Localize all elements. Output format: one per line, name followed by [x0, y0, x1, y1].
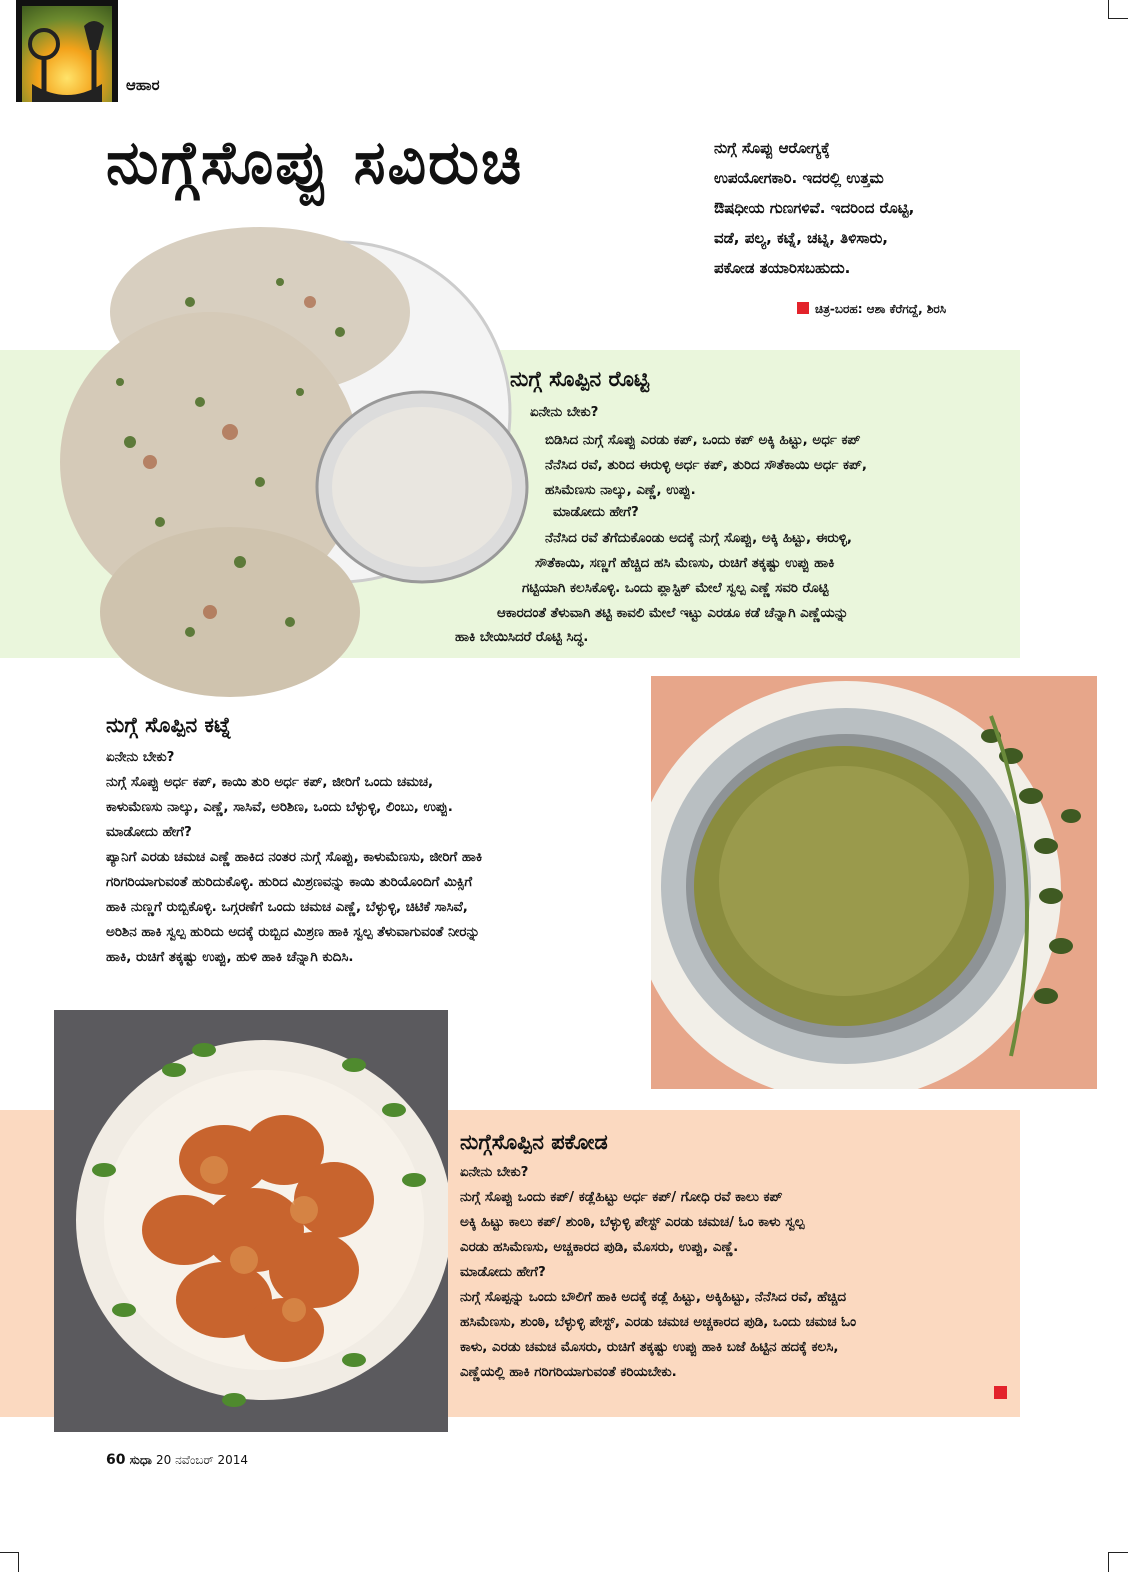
page-title: ನುಗ್ಗೆಸೊಪ್ಪು ಸವಿರುಚಿ	[106, 128, 524, 198]
ingredient-line: ಬಿಡಿಸಿದ ನುಗ್ಗೆ ಸೊಪ್ಪು ಎರಡು ಕಪ್, ಒಂದು ಕಪ್ ಅಕ್ಕಿ ಹಿಟ್ಟು, ಅರ್ಧ ಕಪ್	[545, 433, 861, 448]
recipe1-method-label: ಮಾಡೋದು ಹೇಗೆ?	[553, 505, 639, 520]
recipe3-title: ನುಗ್ಗೆಸೊಪ್ಪಿನ ಪಕೋಡ	[460, 1130, 608, 1154]
intro-text	[714, 133, 1034, 283]
ingredient-line: ನುಗ್ಗೆ ಸೊಪ್ಪು ಒಂದು ಕಪ್/ ಕಡ್ಲೆಹಿಟ್ಟು ಅರ್ಧ ಕಪ್/ ಗೋಧಿ ರವೆ ಕಾಲು ಕಪ್	[460, 1190, 783, 1205]
intro-line: ಔಷಧೀಯ ಗುಣಗಳಿವೆ. ಇದರಿಂದ ರೊಟ್ಟಿ,	[714, 199, 915, 217]
end-mark-square	[994, 1386, 1007, 1399]
recipe1-method-line: ಆಕಾರದಂತೆ ತೆಳುವಾಗಿ ತಟ್ಟಿ ಕಾವಲಿ ಮೇಲೆ ಇಟ್ಟು ಎರಡೂ ಕಡೆ ಚೆನ್ನಾಗಿ ಎಣ್ಣೆಯನ್ನು	[497, 606, 849, 621]
ingredient-line: ಹಸಿಮೆಣಸು ನಾಲ್ಕು, ಎಣ್ಣೆ, ಉಪ್ಪು.	[545, 483, 696, 498]
recipe1-need-label: ಏನೇನು ಬೇಕು?	[530, 405, 599, 420]
author-credit	[797, 302, 946, 317]
recipe1-method-line: ನೆನೆಸಿದ ರವೆ ತೆಗೆದುಕೊಂಡು ಅದಕ್ಕೆ ನುಗ್ಗೆ ಸೊಪ್ಪು, ಅಕ್ಕಿ ಹಿಟ್ಟು, ಈರುಳ್ಳಿ,	[545, 531, 852, 546]
kitchen-utensils-icon	[22, 6, 112, 102]
intro-line: ಪಕೋಡ ತಯಾರಿಸಬಹುದು.	[714, 259, 851, 277]
credit-text: ಚಿತ್ರ-ಬರಹ: ಆಶಾ ಕೆರೆಗದ್ದೆ, ಶಿರಸಿ	[815, 302, 947, 316]
recipe3-method-label: ಮಾಡೋದು ಹೇಗೆ?	[460, 1265, 546, 1280]
recipe2-body	[106, 745, 482, 970]
recipe1-method-line: ಗಟ್ಟಿಯಾಗಿ ಕಲಸಿಕೊಳ್ಳಿ. ಒಂದು ಪ್ಲಾಸ್ಟಿಕ್ ಮೇಲೆ ಸ್ವಲ್ಪ ಎಣ್ಣೆ ಸವರಿ ರೊಟ್ಟಿ	[522, 581, 829, 596]
method-line: ಎಣ್ಣೆಯಲ್ಲಿ ಹಾಕಿ ಗರಿಗರಿಯಾಗುವಂತೆ ಕರಿಯಬೇಕು.	[460, 1365, 677, 1380]
chutney-photo	[651, 676, 1097, 1089]
method-line: ಹಸಿಮೆಣಸು, ಶುಂಠಿ, ಬೆಳ್ಳುಳ್ಳಿ ಪೇಸ್ಟ್, ಎರಡು ಚಮಚ ಅಚ್ಚಕಾರದ ಪುಡಿ, ಒಂದು ಚಮಚ ಓಂ	[460, 1315, 857, 1330]
ingredient-line: ಎರಡು ಹಸಿಮೆಣಸು, ಅಚ್ಚಕಾರದ ಪುಡಿ, ಮೊಸರು, ಉಪ್ಪು, ಎಣ್ಣೆ.	[460, 1240, 739, 1255]
method-line: ಹಾಕಿ ನುಣ್ಣಗೆ ರುಬ್ಬಿಕೊಳ್ಳಿ. ಒಗ್ಗರಣೆಗೆ ಒಂದು ಚಮಚ ಎಣ್ಣೆ, ಬೆಳ್ಳುಳ್ಳಿ, ಚಿಟಿಕೆ ಸಾಸಿವೆ,	[106, 900, 468, 915]
method-line: ಪ್ಯಾನಿಗೆ ಎರಡು ಚಮಚ ಎಣ್ಣೆ ಹಾಕಿದ ನಂತರ ನುಗ್ಗೆ ಸೊಪ್ಪು, ಕಾಳುಮೆಣಸು, ಜೀರಿಗೆ ಹಾಕಿ	[106, 850, 483, 865]
intro-line: ನುಗ್ಗೆ ಸೊಪ್ಪು ಆರೋಗ್ಯಕ್ಕೆ	[714, 139, 830, 157]
red-square-icon	[797, 302, 809, 314]
recipe1-method-line: ಸೌತೆಕಾಯಿ, ಸಣ್ಣಗೆ ಹೆಚ್ಚಿದ ಹಸಿ ಮೆಣಸು, ರುಚಿಗೆ ತಕ್ಕಷ್ಟು ಉಪ್ಪು ಹಾಕಿ	[535, 556, 835, 571]
ingredient-line: ನೆನೆಸಿದ ರವೆ, ತುರಿದ ಈರುಳ್ಳಿ ಅರ್ಧ ಕಪ್, ತುರಿದ ಸೌತೆಕಾಯಿ ಅರ್ಧ ಕಪ್,	[545, 458, 867, 473]
pakoda-photo	[54, 1010, 448, 1432]
magazine-name: ಸುಧಾ	[129, 1453, 152, 1467]
method-line: ಅರಿಶಿನ ಹಾಕಿ ಸ್ವಲ್ಪ ಹುರಿದು ಅದಕ್ಕೆ ರುಬ್ಬಿದ ಮಿಶ್ರಣ ಹಾಕಿ ಸ್ವಲ್ಪ ತೆಳುವಾಗುವಂತೆ ನೀರನ್ನು	[106, 925, 480, 940]
crop-mark-top-right	[1108, 0, 1128, 19]
recipe2-need-label: ಏನೇನು ಬೇಕು?	[106, 750, 175, 765]
recipe1-method-line: ಹಾಕಿ ಬೇಯಿಸಿದರೆ ರೊಟ್ಟಿ ಸಿದ್ಧ.	[455, 630, 589, 645]
recipe3-body	[460, 1160, 856, 1385]
recipe2-title: ನುಗ್ಗೆ ಸೊಪ್ಪಿನ ಕಟ್ನೆ	[106, 713, 232, 737]
crop-mark-bottom-right	[1108, 1552, 1128, 1572]
method-line: ಹಾಕಿ, ರುಚಿಗೆ ತಕ್ಕಷ್ಟು ಉಪ್ಪು, ಹುಳಿ ಹಾಕಿ ಚೆನ್ನಾಗಿ ಕುದಿಸಿ.	[106, 950, 354, 965]
recipe3-need-label: ಏನೇನು ಬೇಕು?	[460, 1165, 529, 1180]
recipe1-title: ನುಗ್ಗೆ ಸೊಪ್ಪಿನ ರೊಟ್ಟಿ	[510, 367, 650, 391]
page-footer	[106, 1452, 248, 1468]
intro-line: ವಡೆ, ಪಲ್ಯ, ಕಟ್ನೆ, ಚಟ್ನಿ, ತಿಳಿಸಾರು,	[714, 229, 888, 247]
recipe1-ingredients	[545, 428, 867, 503]
crop-mark-bottom-left	[0, 1552, 19, 1572]
page-number: 60	[106, 1452, 126, 1468]
recipe2-method-label: ಮಾಡೋದು ಹೇಗೆ?	[106, 825, 192, 840]
method-line: ನುಗ್ಗೆ ಸೊಪ್ಪನ್ನು ಒಂದು ಬೌಲಿಗೆ ಹಾಕಿ ಅದಕ್ಕೆ ಕಡ್ಲೆ ಹಿಟ್ಟು, ಅಕ್ಕಿಹಿಟ್ಟು, ನೆನೆಸಿದ ರವೆ, ಹೆಚ್ಚಿದ	[460, 1290, 847, 1305]
ingredient-line: ಕಾಳುಮೆಣಸು ನಾಲ್ಕು, ಎಣ್ಣೆ, ಸಾಸಿವೆ, ಅರಿಶಿಣ, ಒಂದು ಬೆಳ್ಳುಳ್ಳಿ, ಲಿಂಬು, ಉಪ್ಪು.	[106, 800, 453, 815]
section-label: ಆಹಾರ	[126, 76, 160, 94]
issue-date: 20 ನವೆಂಬರ್ 2014	[156, 1453, 249, 1467]
intro-line: ಉಪಯೋಗಕಾರಿ. ಇದರಲ್ಲಿ ಉತ್ತಮ	[714, 169, 884, 187]
ingredient-line: ಅಕ್ಕಿ ಹಿಟ್ಟು ಕಾಲು ಕಪ್/ ಶುಂಠಿ, ಬೆಳ್ಳುಳ್ಳಿ ಪೇಸ್ಟ್ ಎರಡು ಚಮಚ/ ಓಂ ಕಾಳು ಸ್ವಲ್ಪ	[460, 1215, 805, 1230]
method-line: ಕಾಳು, ಎರಡು ಚಮಚ ಮೊಸರು, ರುಚಿಗೆ ತಕ್ಕಷ್ಟು ಉಪ್ಪು ಹಾಕಿ ಬಜೆ ಹಿಟ್ಟಿನ ಹದಕ್ಕೆ ಕಲಸಿ,	[460, 1340, 839, 1355]
method-line: ಗರಿಗರಿಯಾಗುವಂತೆ ಹುರಿದುಕೊಳ್ಳಿ. ಹುರಿದ ಮಿಶ್ರಣವನ್ನು ಕಾಯಿ ತುರಿಯೊಂದಿಗೆ ಮಿಕ್ಸಿಗೆ	[106, 875, 473, 890]
section-logo	[16, 0, 118, 102]
ingredient-line: ನುಗ್ಗೆ ಸೊಪ್ಪು ಅರ್ಧ ಕಪ್, ಕಾಯಿ ತುರಿ ಅರ್ಧ ಕಪ್, ಜೀರಿಗೆ ಒಂದು ಚಮಚ,	[106, 775, 434, 790]
